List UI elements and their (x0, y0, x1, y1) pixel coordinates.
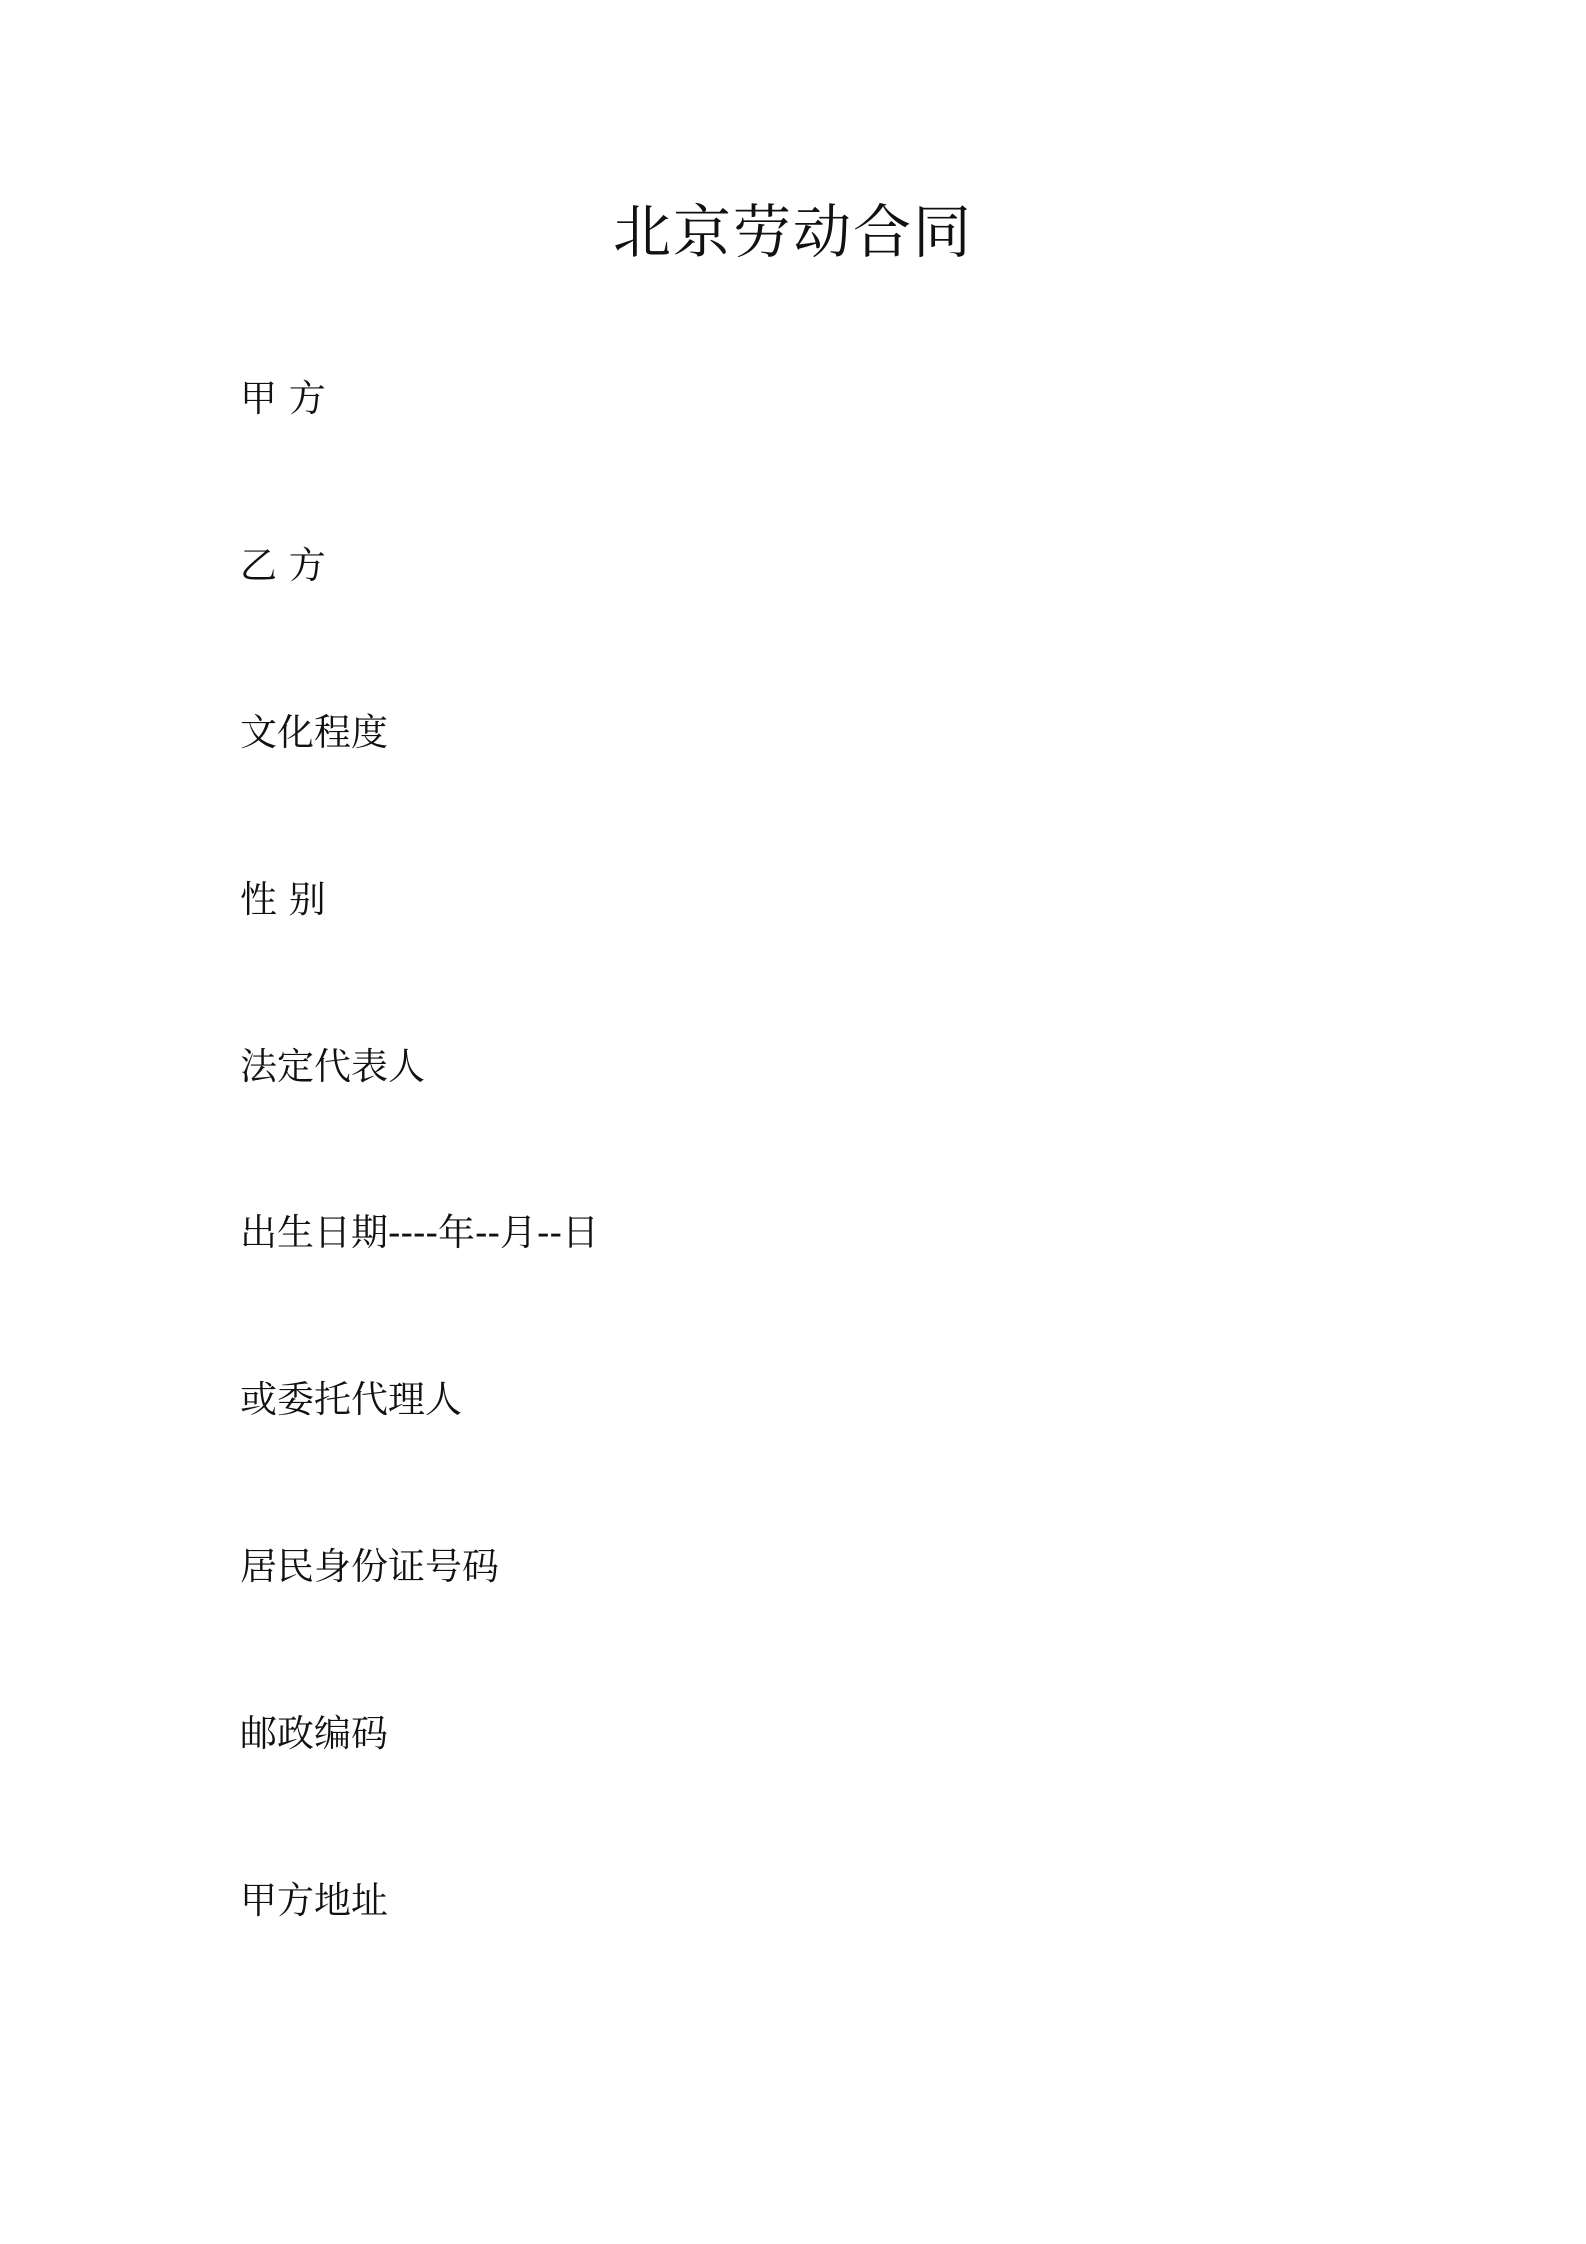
field-authorized-agent: 或委托代理人 (240, 1378, 462, 1421)
field-party-a-address: 甲方地址 (240, 1879, 388, 1922)
field-education: 文化程度 (240, 711, 388, 754)
field-legal-representative: 法定代表人 (240, 1045, 425, 1088)
field-birth-date: 出生日期----年--月--日 (240, 1211, 600, 1254)
field-postal-code: 邮政编码 (240, 1712, 388, 1755)
field-party-a: 甲 方 (240, 377, 326, 420)
field-gender: 性 别 (240, 878, 326, 921)
field-id-number: 居民身份证号码 (240, 1545, 499, 1588)
field-party-b: 乙 方 (240, 544, 326, 587)
document-title: 北京劳动合同 (612, 198, 973, 266)
